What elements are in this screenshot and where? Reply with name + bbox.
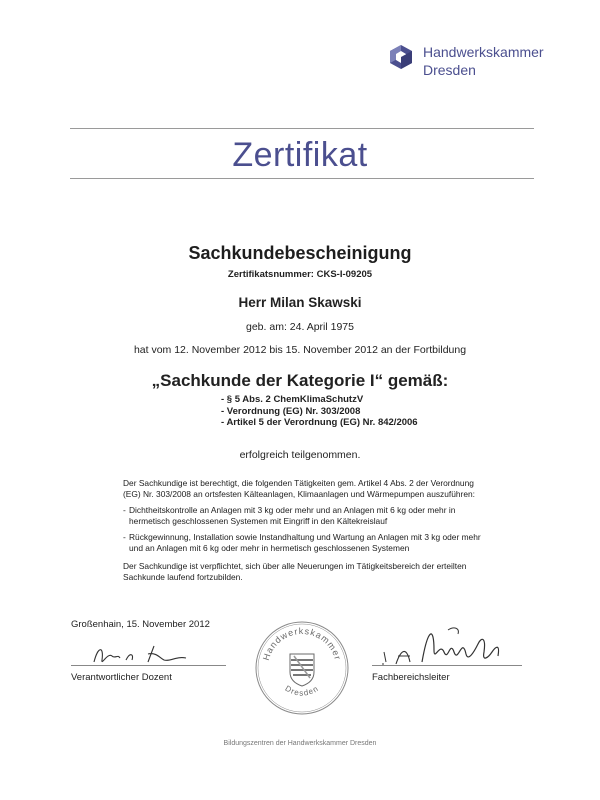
activity-item [123,505,489,526]
head-of-department-label: Fachbereichsleiter [372,672,450,683]
title-divider-bottom [70,178,534,179]
law-item: - Artikel 5 der Verordnung (EG) Nr. 842/2006 [221,417,418,428]
law-list [221,394,418,429]
bullet-dash: - [123,505,126,515]
activity-text: Rückgewinnung, Installation sowie Instandhaltung und Wartung an Anlagen mit 3 kg oder mehr und an Anlagen mit 6 kg oder mehr in hermetisch geschlossenen Systemen [129,532,481,553]
document-heading: Sachkundebescheinigung [188,243,412,263]
lecturer-label: Verantwortlicher Dozent [71,672,172,683]
svg-text:Handwerkskammer [261,626,343,662]
signature-line-left [71,665,226,666]
signature-line-right [372,665,522,666]
bullet-dash: - [123,532,126,542]
recipient-name: Herr Milan Skawski [238,295,362,310]
entitlement-paragraph: Der Sachkundige ist berechtigt, die folgenden Tätigkeiten gem. Artikel 4 Abs. 2 der Verordnung (EG) Nr. 303/2008 an ortsfesten Kälteanlagen, Klimaanlagen und Wärmepumpen auszuführen: [123,478,475,499]
law-item: - Verordnung (EG) Nr. 303/2008 [221,405,361,417]
law-item: - § 5 Abs. 2 ChemKlimaSchutzV [221,394,364,405]
chamber-seal [254,620,350,716]
result-text: erfolgreich teilgenommen. [239,449,361,461]
seal-text-top: Handwerkskammer [260,625,344,662]
head-of-department-signature [378,622,528,668]
certificate-number: Zertifikatsnummer: CKS-I-09205 [227,269,373,280]
category-heading: „Sachkunde der Kategorie I“ gemäß: [151,371,449,390]
chamber-logo-icon [388,42,414,72]
org-name-line1: Handwerkskammer [423,44,544,60]
activity-item [123,532,489,553]
title-divider-top [70,128,534,129]
activity-text: Dichtheitskontrolle an Anlagen mit 3 kg oder mehr und an Anlagen mit 6 kg oder mehr in hermetisch geschlossenen Systemen mit Eingriff in den Kältekreislauf [129,505,456,526]
training-period: hat vom 12. November 2012 bis 15. November 2012 an der Fortbildung [133,344,467,356]
page-title: Zertifikat [232,136,368,174]
birth-date: geb. am: 24. April 1975 [246,321,354,333]
org-name-line2: Dresden [423,62,476,78]
seal-text-bottom: Dresden [283,683,321,698]
footer: Bildungszentren der Handwerkskammer Dresden [223,740,377,747]
place-date: Großenhain, 15. November 2012 [71,619,210,630]
obligation-paragraph: Der Sachkundige ist verpflichtet, sich über alle Neuerungen im Tätigkeitsbereich der erteilten Sachkunde laufend fortzubilden. [123,561,467,582]
